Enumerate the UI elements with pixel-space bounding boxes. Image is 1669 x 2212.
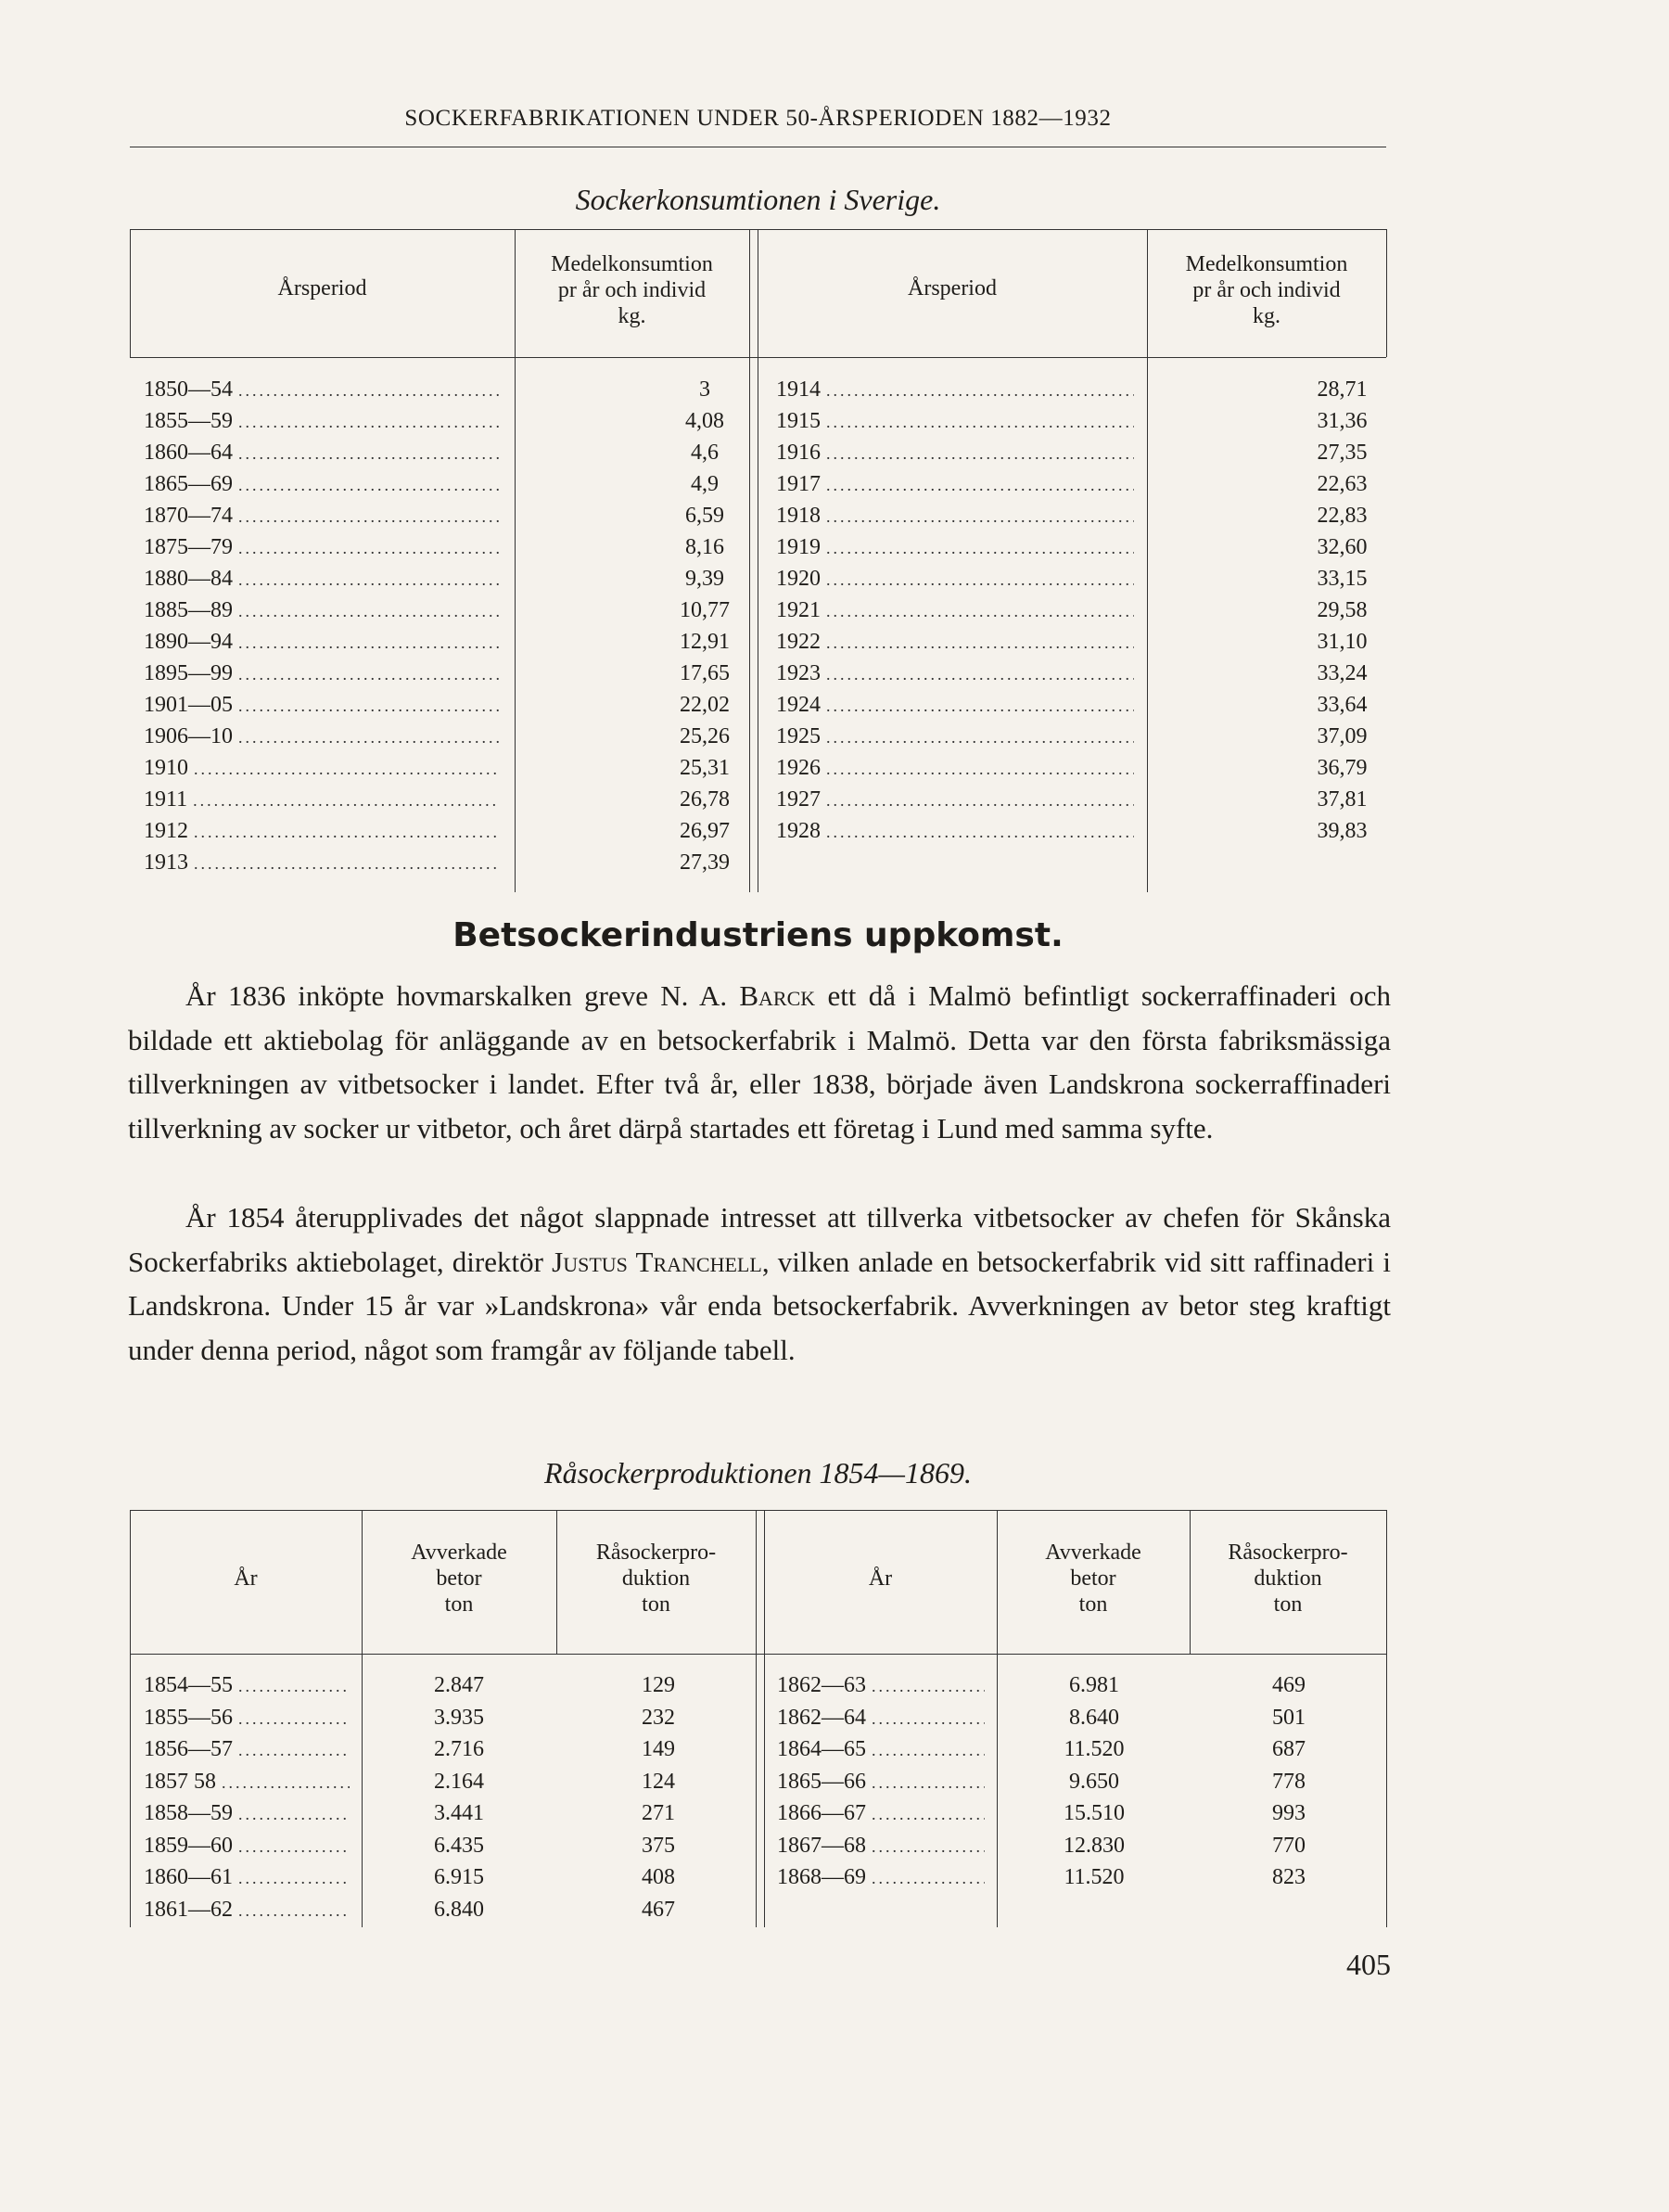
table2-right-raw [1242, 1673, 1335, 1898]
row-label: 1865—69 [144, 472, 233, 496]
raw-sugar-table [130, 1510, 1386, 1927]
person-name: Barck [739, 979, 816, 1012]
leader-dots [238, 665, 500, 684]
running-header: SOCKERFABRIKATIONEN UNDER 50-ÅRSPERIODEN 1882—1932 [404, 106, 1112, 131]
table-cell-value: 32,60 [1317, 535, 1368, 559]
table2-header-year-left [130, 1566, 362, 1592]
table-row-label [776, 377, 1140, 409]
row-label: 1885—89 [144, 598, 233, 622]
table-row-label [777, 1801, 990, 1834]
row-label: 1911 [144, 787, 188, 812]
table-cell-value: 4,6 [691, 441, 719, 465]
table1-right-values [1303, 377, 1382, 850]
table-cell-value: 6.840 [434, 1897, 484, 1922]
row-label: 1912 [144, 819, 188, 843]
row-label: 1868—69 [777, 1865, 866, 1889]
row-label: 1850—54 [144, 377, 233, 402]
row-label: 1923 [776, 661, 821, 685]
leader-dots [238, 1741, 350, 1760]
table-cell-value: 33,15 [1317, 567, 1368, 591]
header-line: Råsockerpro- [1228, 1541, 1348, 1565]
table-row-label [776, 472, 1140, 504]
leader-dots [872, 1677, 985, 1696]
table-row-label [144, 1737, 355, 1770]
header-line: pr år och individ [1192, 278, 1341, 302]
table2-right-border [1386, 1510, 1387, 1927]
table-cell-value: 37,81 [1317, 787, 1368, 812]
leader-dots [238, 633, 500, 653]
table-row-label [144, 693, 505, 724]
table-row-label [144, 787, 505, 819]
header-text: Årsperiod [277, 276, 367, 300]
leader-dots [238, 1837, 350, 1857]
header-text: År [868, 1566, 893, 1591]
row-label: 1921 [776, 598, 821, 622]
table-cell-value: 12.830 [1064, 1833, 1125, 1858]
leader-dots [826, 728, 1134, 748]
row-label: 1870—74 [144, 504, 233, 528]
table-cell-value: 25,26 [680, 724, 730, 748]
table-cell-value: 22,02 [680, 693, 730, 717]
table-cell-value: 501 [1272, 1705, 1306, 1730]
row-label: 1910 [144, 756, 188, 780]
leader-dots [238, 1709, 350, 1729]
leader-dots [238, 413, 500, 432]
table-row-label [144, 409, 505, 441]
header-line: Medelkonsumtion [551, 252, 713, 276]
leader-dots [872, 1837, 985, 1857]
row-label: 1865—66 [777, 1769, 866, 1794]
table-row-label [776, 598, 1140, 630]
table-cell-value: 39,83 [1317, 819, 1368, 843]
row-label: 1859—60 [144, 1833, 233, 1858]
table-cell-value: 22,83 [1317, 504, 1368, 528]
table2-title: Råsockerproduktionen 1854—1869. [544, 1456, 972, 1490]
table-row-label [144, 1898, 355, 1930]
row-label: 1858—59 [144, 1801, 233, 1825]
table2-left-years [144, 1673, 355, 1929]
table-cell-value: 31,10 [1317, 630, 1368, 654]
header-line: kg. [618, 304, 646, 328]
table-row-label [144, 1801, 355, 1834]
row-label: 1919 [776, 535, 821, 559]
row-label: 1926 [776, 756, 821, 780]
row-label: 1915 [776, 409, 821, 433]
table-row-label [776, 535, 1140, 567]
table-row-label [144, 724, 505, 756]
row-label: 1922 [776, 630, 821, 654]
header-line: Medelkonsumtion [1185, 252, 1348, 276]
table-cell-value: 778 [1272, 1769, 1306, 1794]
table2-right-years [777, 1673, 990, 1898]
table-cell-value: 3.441 [434, 1801, 484, 1825]
paragraph-1-text-a: År 1836 inköpte hovmarskalken greve N. A. [185, 979, 740, 1012]
header-text: Årsperiod [908, 276, 997, 300]
header-line: ton [1273, 1592, 1303, 1617]
table-cell-value: 129 [642, 1673, 675, 1697]
table-cell-value: 22,63 [1317, 472, 1368, 496]
table-row-label [144, 472, 505, 504]
row-label: 1866—67 [777, 1801, 866, 1825]
table-cell-value: 15.510 [1064, 1801, 1125, 1825]
leader-dots [826, 665, 1134, 684]
table-cell-value: 6.981 [1069, 1673, 1119, 1697]
leader-dots [238, 539, 500, 558]
section-heading: Betsockerindustriens uppkomst. [452, 916, 1064, 954]
table-cell-value: 2.716 [434, 1737, 484, 1761]
header-line: Avverkade [1045, 1541, 1141, 1565]
table1-header-period-left [130, 275, 515, 301]
table-row-label [144, 661, 505, 693]
row-label: 1867—68 [777, 1833, 866, 1858]
table-cell-value: 687 [1272, 1737, 1306, 1761]
leader-dots [194, 823, 500, 842]
leader-dots [826, 413, 1134, 432]
leader-dots [872, 1709, 985, 1729]
leader-dots [194, 854, 500, 874]
table-cell-value: 271 [642, 1801, 675, 1825]
leader-dots [238, 602, 500, 621]
leader-dots [826, 823, 1134, 842]
leader-dots [826, 381, 1134, 401]
table-cell-value: 8,16 [685, 535, 724, 559]
table-row-label [144, 1865, 355, 1898]
table-row-label [144, 377, 505, 409]
leader-dots [826, 760, 1134, 779]
table-cell-value: 6.435 [434, 1833, 484, 1858]
table-cell-value: 2.847 [434, 1673, 484, 1697]
leader-dots [238, 1677, 350, 1696]
table-cell-value: 29,58 [1317, 598, 1368, 622]
header-line: betor [436, 1566, 482, 1591]
table-cell-value: 31,36 [1317, 409, 1368, 433]
table1-title: Sockerkonsumtionen i Sverige. [575, 183, 941, 216]
table-cell-value: 375 [642, 1833, 675, 1858]
table-cell-value: 8.640 [1069, 1705, 1119, 1730]
table-row-label [144, 850, 505, 882]
table-row-label [777, 1673, 990, 1706]
table2-left-raw [612, 1673, 705, 1929]
paragraph-2 [128, 1196, 1391, 1372]
leader-dots [238, 728, 500, 748]
leader-dots [238, 1869, 350, 1888]
table-cell-value: 408 [642, 1865, 675, 1889]
header-line: ton [444, 1592, 474, 1617]
table-cell-value: 11.520 [1064, 1737, 1125, 1761]
row-label: 1927 [776, 787, 821, 812]
header-line: betor [1070, 1566, 1116, 1591]
table-row-label [144, 1770, 355, 1802]
table2-right-beets [1043, 1673, 1145, 1898]
table-cell-value: 4,9 [691, 472, 719, 496]
table-cell-value: 6,59 [685, 504, 724, 528]
leader-dots [238, 476, 500, 495]
table-cell-value: 9,39 [685, 567, 724, 591]
table-cell-value: 25,31 [680, 756, 730, 780]
table-cell-value: 149 [642, 1737, 675, 1761]
row-label: 1880—84 [144, 567, 233, 591]
table-row-label [776, 630, 1140, 661]
table-row-label [144, 504, 505, 535]
table-row-label [776, 567, 1140, 598]
table1-left-periods [144, 377, 505, 882]
table-row-label [776, 409, 1140, 441]
table-row-label [144, 1706, 355, 1738]
leader-dots [238, 381, 500, 401]
paragraph-2-text-a: År 1854 återupplivades det något slappnade intresset att tillverka vitbetsocker av chefen för Skånska Sockerfabriks aktiebolaget, direktör [128, 1201, 1391, 1278]
table-row-label [144, 535, 505, 567]
leader-dots [872, 1773, 985, 1793]
table-row-label [776, 693, 1140, 724]
table-cell-value: 823 [1272, 1865, 1306, 1889]
leader-dots [826, 476, 1134, 495]
table2-header-raw-left [556, 1540, 756, 1617]
header-line: ton [642, 1592, 670, 1617]
table2-header-raw-right [1190, 1540, 1386, 1617]
leader-dots [872, 1741, 985, 1760]
header-line: ton [1078, 1592, 1108, 1617]
table-row-label [144, 756, 505, 787]
table-row-label [776, 756, 1140, 787]
leader-dots [238, 1805, 350, 1824]
table-row-label [144, 819, 505, 850]
row-label: 1860—61 [144, 1865, 233, 1889]
row-label: 1860—64 [144, 441, 233, 465]
table-cell-value: 27,35 [1317, 441, 1368, 465]
person-name: Justus Tranchell [552, 1245, 762, 1278]
table-cell-value: 770 [1272, 1833, 1306, 1858]
leader-dots [238, 507, 500, 527]
leader-dots [826, 633, 1134, 653]
leader-dots [238, 444, 500, 464]
table-row-label [777, 1706, 990, 1738]
row-label: 1914 [776, 377, 821, 402]
paragraph-1 [128, 974, 1391, 1150]
table-cell-value: 33,24 [1317, 661, 1368, 685]
consumption-table [130, 229, 1386, 892]
header-text: År [234, 1566, 258, 1591]
row-label: 1901—05 [144, 693, 233, 717]
row-label: 1925 [776, 724, 821, 748]
table-cell-value: 9.650 [1069, 1769, 1119, 1794]
row-label: 1890—94 [144, 630, 233, 654]
leader-dots [238, 570, 500, 590]
table-cell-value: 2.164 [434, 1769, 484, 1794]
table-cell-value: 124 [642, 1769, 675, 1794]
leader-dots [222, 1773, 350, 1793]
table-row-label [777, 1770, 990, 1802]
table-cell-value: 27,39 [680, 850, 730, 875]
header-line: duktion [621, 1566, 691, 1591]
table-cell-value: 11.520 [1064, 1865, 1125, 1889]
table-cell-value: 3.935 [434, 1705, 484, 1730]
table2-header-rule [130, 1654, 1386, 1655]
table1-center-double-rule [749, 229, 750, 892]
table-row-label [777, 1737, 990, 1770]
table-row-label [144, 598, 505, 630]
row-label: 1864—65 [777, 1737, 866, 1761]
table-row-label [776, 724, 1140, 756]
table-row-label [144, 1834, 355, 1866]
row-label: 1855—56 [144, 1705, 233, 1730]
table1-header-period-right [758, 275, 1147, 301]
leader-dots [826, 570, 1134, 590]
table-cell-value: 467 [642, 1897, 675, 1922]
table-row-label [776, 661, 1140, 693]
header-line: duktion [1254, 1566, 1322, 1591]
table-cell-value: 4,08 [685, 409, 724, 433]
leader-dots [826, 539, 1134, 558]
row-label: 1920 [776, 567, 821, 591]
leader-dots [826, 697, 1134, 716]
table2-center-double-rule [756, 1510, 757, 1927]
table-row-label [144, 567, 505, 598]
row-label: 1862—64 [777, 1705, 866, 1730]
header-line: kg. [1253, 304, 1280, 328]
table-row-label [144, 630, 505, 661]
table-cell-value: 469 [1272, 1673, 1306, 1697]
leader-dots [826, 507, 1134, 527]
row-label: 1918 [776, 504, 821, 528]
row-label: 1913 [144, 850, 188, 875]
row-label: 1862—63 [777, 1673, 866, 1697]
row-label: 1928 [776, 819, 821, 843]
leader-dots [826, 791, 1134, 811]
table2-top-rule [130, 1510, 1386, 1511]
table-cell-value: 33,64 [1317, 693, 1368, 717]
row-label: 1855—59 [144, 409, 233, 433]
table-cell-value: 37,09 [1317, 724, 1368, 748]
table-cell-value: 26,97 [680, 819, 730, 843]
row-label: 1854—55 [144, 1673, 233, 1697]
leader-dots [826, 602, 1134, 621]
table2-header-beets-right [997, 1540, 1190, 1617]
table-cell-value: 26,78 [680, 787, 730, 812]
paragraph-2-text-b: , vilken anlade en betsockerfabrik vid sitt raffinaderi i Landskrona. Under 15 år var »Landskrona» vår enda betsockerfabrik. Avverkningen av betor steg kraftigt under denna period, något som framgår av följande tabell. [128, 1245, 1391, 1366]
table2-header-beets-left [362, 1540, 556, 1617]
table-cell-value: 993 [1272, 1801, 1306, 1825]
row-label: 1924 [776, 693, 821, 717]
table1-header-consumption-right [1147, 251, 1386, 329]
table1-right-periods [776, 377, 1140, 850]
leader-dots [193, 791, 500, 811]
table1-left-values [668, 377, 742, 882]
row-label: 1895—99 [144, 661, 233, 685]
leader-dots [826, 444, 1134, 464]
table1-right-border [1386, 229, 1387, 357]
header-line: Avverkade [411, 1541, 507, 1565]
table-cell-value: 36,79 [1317, 756, 1368, 780]
table-row-label [776, 441, 1140, 472]
header-line: pr år och individ [557, 278, 707, 302]
table-row-label [776, 504, 1140, 535]
leader-dots [194, 760, 500, 779]
table-cell-value: 232 [642, 1705, 675, 1730]
page-number: 405 [1346, 1948, 1391, 1981]
row-label: 1857 58 [144, 1769, 216, 1794]
row-label: 1856—57 [144, 1737, 233, 1761]
leader-dots [238, 697, 500, 716]
row-label: 1861—62 [144, 1897, 233, 1922]
table-row-label [144, 441, 505, 472]
leader-dots [872, 1805, 985, 1824]
paragraph-1-text-b: ett då i Malmö befintligt sockerraffinaderi och bildade ett aktiebolag för anläggande av en betsockerfabrik i Malmö. Detta var den första fabriksmässiga tillverkningen av vitbetsocker i landet. Efter två år, eller 1838, började även Landskrona sockerraffinaderi tillverkning av socker ur vitbetor, och året därpå startades ett företag i Lund med samma syfte. [128, 979, 1391, 1144]
table-cell-value: 28,71 [1317, 377, 1368, 402]
table-row-label [144, 1673, 355, 1706]
row-label: 1875—79 [144, 535, 233, 559]
table-cell-value: 17,65 [680, 661, 730, 685]
table-cell-value: 6.915 [434, 1865, 484, 1889]
header-line: Råsockerpro- [595, 1541, 717, 1565]
table-cell-value: 10,77 [680, 598, 730, 622]
table-row-label [777, 1834, 990, 1866]
row-label: 1906—10 [144, 724, 233, 748]
row-label: 1917 [776, 472, 821, 496]
table1-header-consumption-left [515, 251, 749, 329]
table-row-label [776, 787, 1140, 819]
leader-dots [238, 1901, 350, 1921]
table-row-label [776, 819, 1140, 850]
table2-header-year-right [764, 1566, 997, 1592]
table-cell-value: 3 [699, 377, 710, 402]
row-label: 1916 [776, 441, 821, 465]
table2-left-beets [408, 1673, 510, 1929]
table-row-label [777, 1865, 990, 1898]
leader-dots [872, 1869, 985, 1888]
table-cell-value: 12,91 [680, 630, 730, 654]
